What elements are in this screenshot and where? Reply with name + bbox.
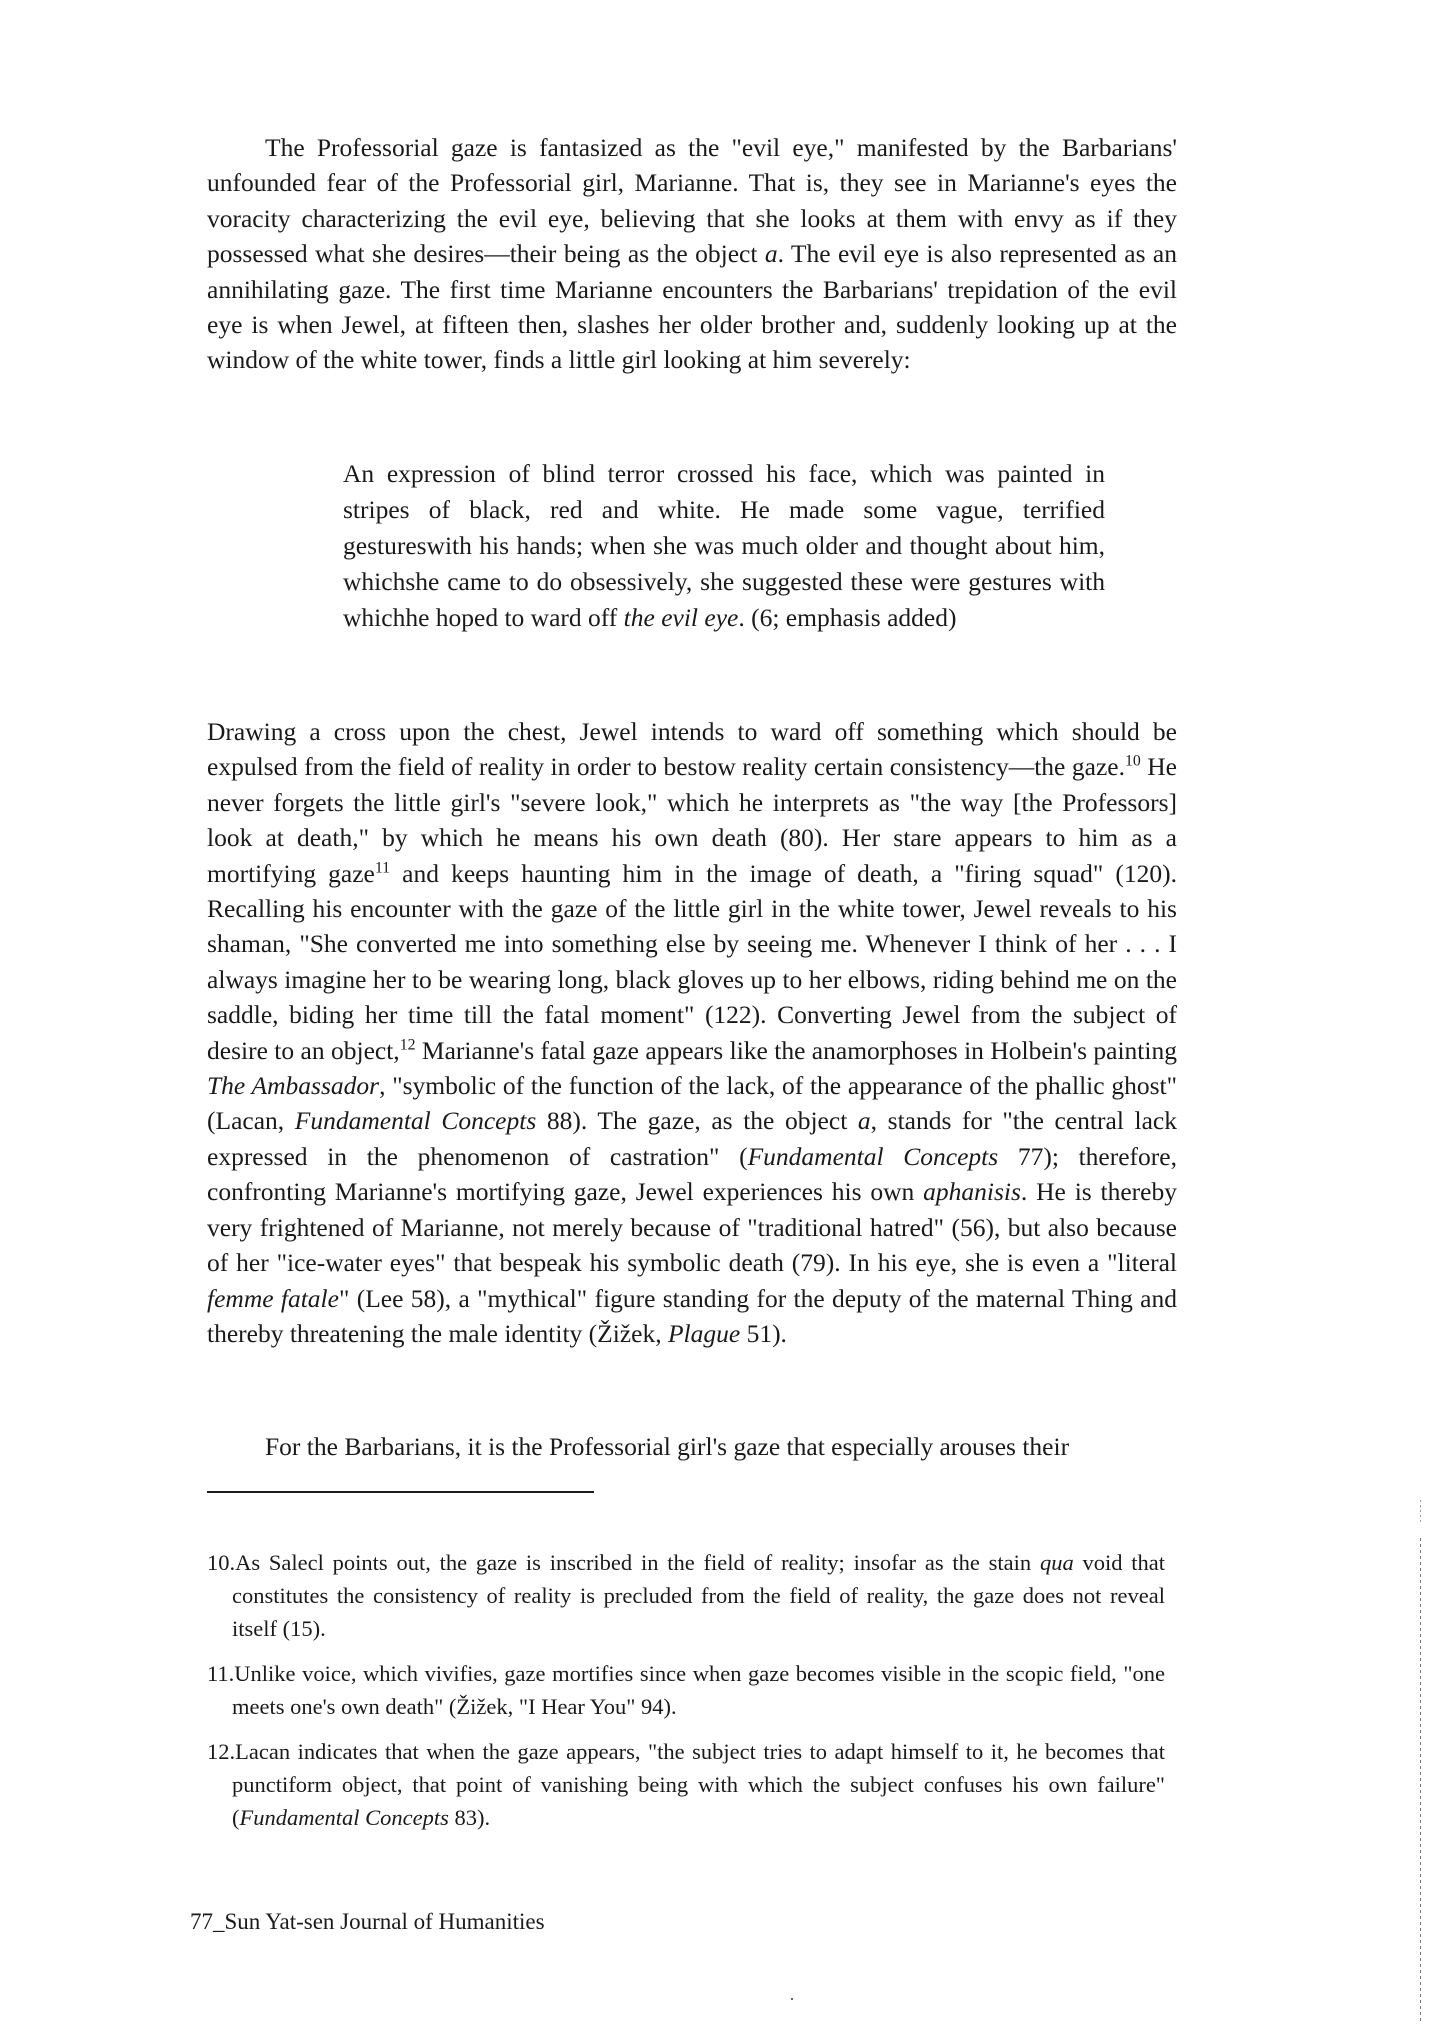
text-run: For the Barbarians, it is the Professorial girl's gaze that especially arouses their: [265, 1432, 1070, 1461]
text-run: 12.Lacan indicates that when the gaze appears, "the subject tries to adapt himself to it, he becomes that punctiform object, that point of vanishing being with which the subject confuses his own failure" (: [207, 1739, 1165, 1830]
text-run: 83).: [448, 1805, 491, 1830]
body-paragraph-1: [207, 130, 1177, 378]
italic-text: Fundamental Concepts: [747, 1141, 999, 1171]
scan-speck: [791, 1998, 793, 2000]
text-run: 11.Unlike voice, which vivifies, gaze mortifies since when gaze becomes visible in the scopic field, "one meets one's own death" (Žižek, "I Hear You" 94).: [207, 1661, 1165, 1719]
text-run: and keeps haunting him in the image of death, a "firing squad" (120). Recalling his encounter with the gaze of the little girl in the white tower, Jewel reveals to his shaman, "She converted me into something else by seeing me. Whenever I think of her . . . I always imagine her to be wearing long, black gloves up to her elbows, riding behind me on the saddle, biding her time till the fatal moment" (122). Converting Jewel from the subject of desire to an object,: [207, 858, 1178, 1065]
italic-text: Plague: [667, 1318, 741, 1348]
page-footer: 77_Sun Yat-sen Journal of Humanities: [190, 1909, 545, 1934]
text-run: Marianne's fatal gaze appears like the anamorphoses in Holbein's painting: [415, 1035, 1177, 1065]
text-run: Drawing a cross upon the chest, Jewel intends to ward off something which should be expulsed from the field of reality in order to bestow reality certain consistency—the gaze.: [207, 717, 1177, 782]
footnotes: [207, 1546, 1165, 1846]
footnote-12: [207, 1735, 1165, 1834]
scan-edge-mark: [1420, 1500, 1421, 1522]
italic-text: The Ambassador: [207, 1071, 380, 1101]
text-run: 88). The gaze, as the object: [536, 1106, 858, 1136]
italic-text: aphanisis: [923, 1177, 1021, 1207]
scan-edge-mark: [1420, 1538, 1421, 2024]
footnote-11: [207, 1657, 1165, 1723]
block-quote: [343, 456, 1105, 636]
italic-text: a: [764, 239, 778, 269]
text-run: 51).: [740, 1318, 787, 1348]
text-run: . The evil eye is also represented as an annihilating gaze. The first time Marianne encounters the Barbarians' trepidation of the evil eye is when Jewel, at fifteen then, slashes her older brother and, suddenly looking up at the window of the white tower, finds a little girl looking at him severely:: [207, 239, 1177, 375]
footnote-ref: 12: [399, 1036, 416, 1054]
text-run: 77); therefore, confronting Marianne's mortifying gaze, Jewel experiences his own: [207, 1141, 1177, 1207]
footnote-separator: [207, 1491, 594, 1493]
italic-text: a: [857, 1106, 871, 1136]
italic-text: femme fatale: [207, 1283, 339, 1313]
footnote-ref: 11: [374, 859, 391, 877]
italic-text: Fundamental Concepts: [294, 1106, 537, 1136]
text-run: " (Lee 58), a "mythical" figure standing for the deputy of the maternal Thing and thereby threatening the male identity (Žižek,: [207, 1283, 1177, 1348]
text-run: . (6; emphasis added): [738, 603, 957, 632]
text-run: The Professorial gaze is fantasized as the "evil eye," manifested by the Barbarians' unfounded fear of the Professorial girl, Marianne. That is, they see in Marianne's eyes the voracity characterizing the evil eye, believing that she looks at them with envy as if they possessed what she desires—their being as the object: [207, 133, 1177, 269]
text-run: void that constitutes the consistency of reality is precluded from the field of reality, the gaze does not reveal itself (15).: [232, 1550, 1166, 1641]
text-run: , "symbolic of the function of the lack, of the appearance of the phallic ghost" (Lacan,: [207, 1071, 1177, 1136]
text-run: , stands for "the central lack expressed in the phenomenon of castration" (: [207, 1106, 1177, 1171]
body-paragraph-2: [207, 714, 1177, 1351]
text-run: He never forgets the little girl's "severe look," which he interprets as "the way [the Professors] look at death," by which he means his own death (80). Her stare appears to him as a mortifying gaze: [207, 752, 1178, 888]
text-run: An expression of blind terror crossed his face, which was painted in stripes of black, red and white. He made some vague, terrified gestureswith his hands; when she was much older and thought about him, whichshe came to do obsessively, she suggested these were gestures with whichhe hoped to ward off: [343, 459, 1105, 632]
text-run: . He is thereby very frightened of Marianne, not merely because of "traditional hatred" (56), but also because of her "ice-water eyes" that bespeak his symbolic death (79). In his eye, she is even a "literal: [207, 1177, 1177, 1278]
italic-text: the evil eye: [623, 603, 739, 632]
italic-text: Fundamental Concepts: [239, 1805, 449, 1830]
footnote-10: [207, 1546, 1165, 1645]
text-run: 10.As Salecl points out, the gaze is inscribed in the field of reality; insofar as the stain: [207, 1550, 1040, 1575]
footnote-ref: 10: [1124, 752, 1141, 770]
italic-text: qua: [1039, 1550, 1074, 1575]
body-paragraph-3: [207, 1429, 1177, 1464]
